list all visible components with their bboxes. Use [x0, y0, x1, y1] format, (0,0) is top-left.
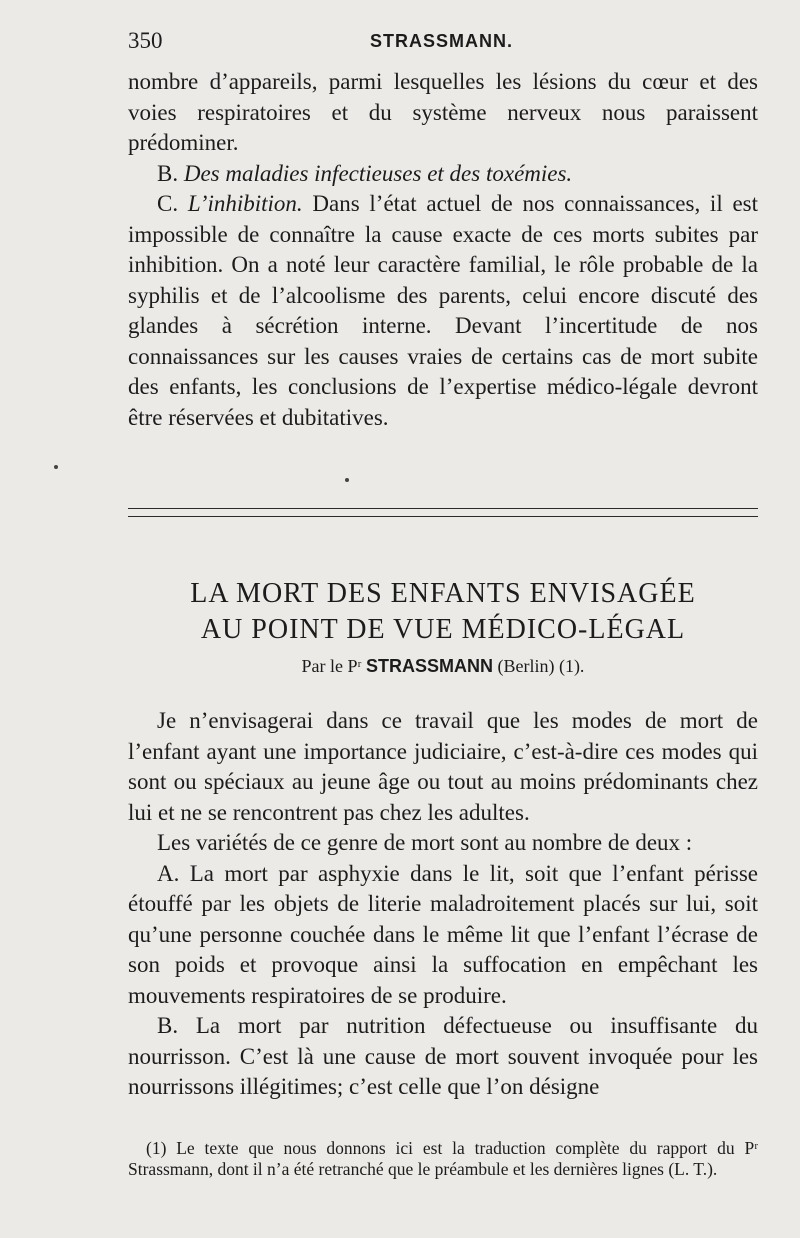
section-divider-bottom — [128, 516, 758, 517]
author-name: STRASSMANN — [365, 656, 493, 676]
article-body — [128, 706, 758, 1103]
title-line: AU POINT DE VUE MÉDICO-LÉGAL — [200, 614, 686, 645]
print-speck — [345, 478, 349, 482]
previous-article-ending — [128, 67, 758, 433]
item-label: C. — [157, 191, 188, 216]
paragraph: nombre d’appareils, parmi lesquelles les lésions du cœur et des voies respiratoires et du système nerveux nous paraissent prédominer. — [128, 69, 758, 155]
paragraph-b — [128, 159, 758, 190]
running-title: STRASSMANN. — [370, 31, 514, 51]
item-text: Dans l’état actuel de nos connaissances, il est impossible de connaître la cause exacte de ces morts subites par inhibition. On a noté leur caractère familial, le rôle probable de la syphilis et de l’alcoolisme des parents, celui encore discuté des glandes à sécrétion interne. Devant l’incertitude de nos connaissances sur les causes vraies de certains cas de mort subite des enfants, les conclusions de l’expertise médico-légale devront être réservées et dubitatives. — [128, 191, 759, 430]
author-line — [128, 656, 758, 677]
article-title — [128, 576, 758, 648]
print-speck — [54, 465, 58, 469]
paragraph-c — [128, 189, 758, 433]
footnote-text: (1) Le texte que nous donnons ici est la traduction complète du rapport du Pʳ Strassmann, dont il n’a été retranché que le préambule et les dernières lignes (L. T.). — [128, 1138, 758, 1179]
section-divider-top — [128, 508, 758, 509]
author-suffix: (Berlin) (1). — [492, 656, 585, 676]
paragraph: B. La mort par nutrition défectueuse ou insuffisante du nourrisson. C’est là une cause de mort souvent invoquée pour les nourrissons illégitimes; c’est celle que l’on désigne — [128, 1013, 758, 1099]
item-label: B. — [157, 160, 184, 186]
paragraph: Je n’envisagerai dans ce travail que les modes de mort de l’enfant ayant une importance judiciaire, c’est-à-dire ces modes qui sont ou spéciaux au jeune âge ou tout au moins prédominants chez lui et ne se rencontrent pas chez les adultes. — [128, 708, 758, 825]
author-prefix: Par le Pʳ — [301, 656, 366, 676]
page-number: 350 — [128, 28, 163, 53]
item-title: L’inhibition. — [187, 191, 303, 216]
paragraph: A. La mort par asphyxie dans le lit, soit que l’enfant périsse étouffé par les objets de literie maladroitement placés sur lui, soit qu’une personne couchée dans le même lit que l’enfant l’écrase de son poids et provoque ainsi la suffocation en empêchant les mouvements respiratoires de se produire. — [128, 860, 758, 1008]
page-header — [128, 28, 758, 60]
item-title: Des maladies infectieuses et des toxémies. — [183, 160, 573, 186]
title-line: LA MORT DES ENFANTS ENVISAGÉE — [190, 578, 696, 609]
paragraph: Les variétés de ce genre de mort sont au nombre de deux : — [157, 830, 693, 855]
footnote — [128, 1138, 758, 1180]
